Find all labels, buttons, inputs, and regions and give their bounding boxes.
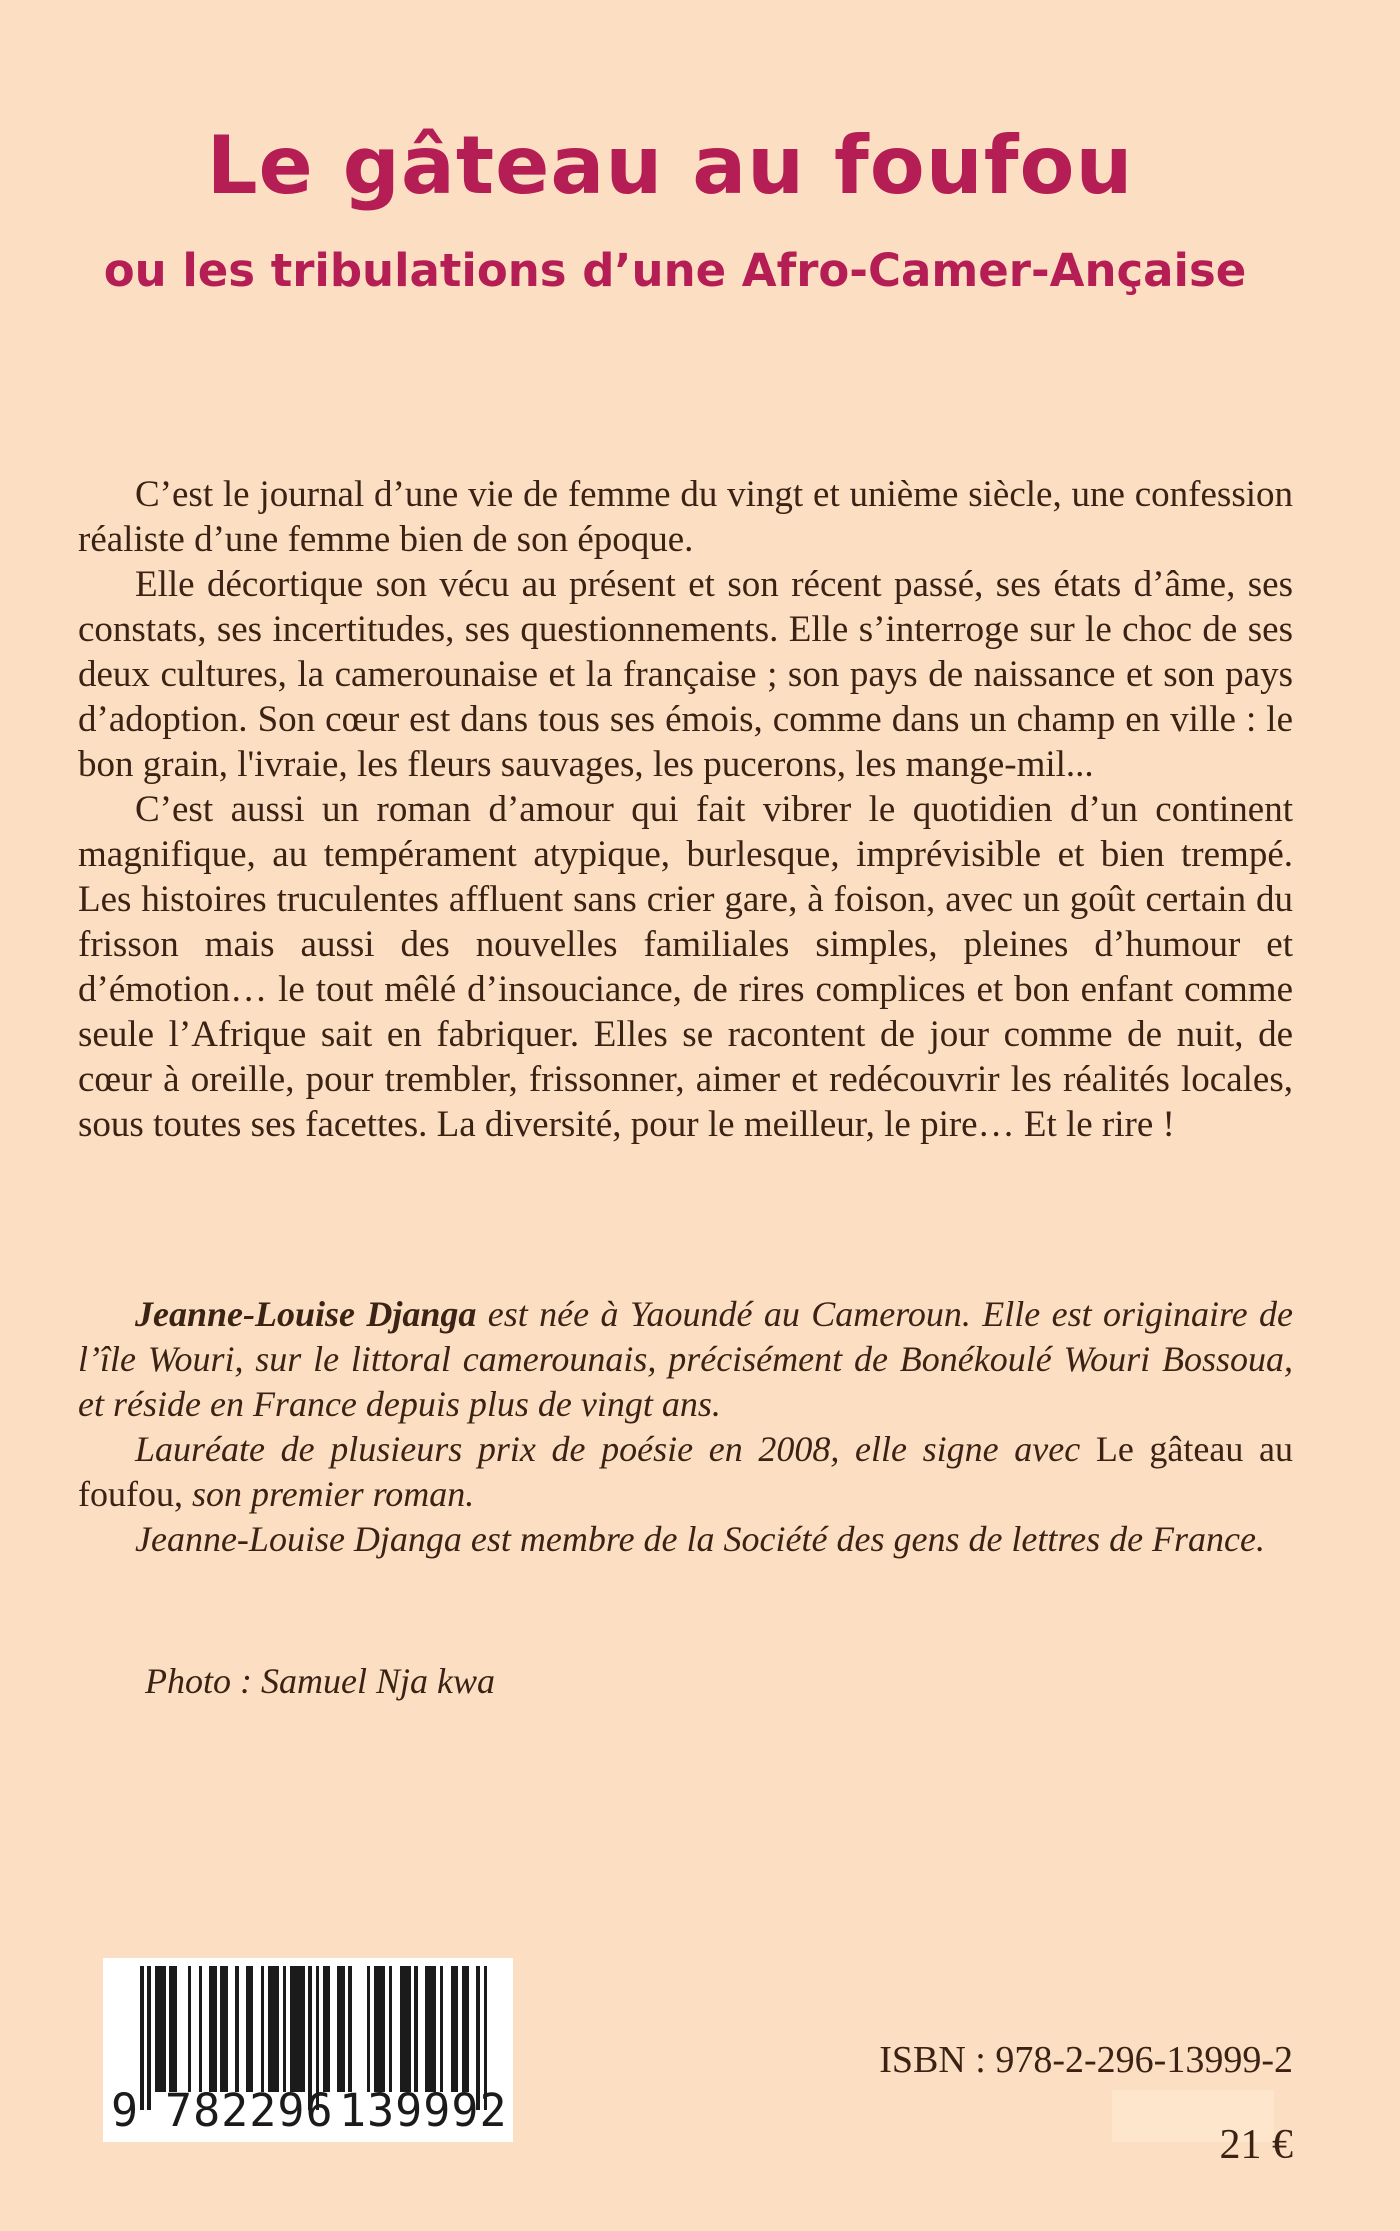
back-cover-blurb xyxy=(78,472,1293,1147)
price-label: 21 € xyxy=(1219,2122,1293,2168)
bio-paragraph: Jeanne-Louise Djanga est née à Yaoundé au Cameroun. Elle est originaire de l’île Wouri, sur le littoral camerounais, précisément de Bonékoulé Wouri Bossoua, et réside en France depuis plus de vingt ans. xyxy=(78,1294,1293,1424)
author-bio xyxy=(78,1292,1293,1562)
bio-paragraph: Jeanne-Louise Djanga est membre de la Société des gens de lettres de France. xyxy=(135,1519,1266,1559)
barcode-left-group: 782296 xyxy=(165,2084,334,2137)
photo-credit: Photo : Samuel Nja kwa xyxy=(145,1661,495,1701)
book-title-mention: Le gâteau au foufou, xyxy=(78,1429,1293,1514)
barcode-right-group: 139992 xyxy=(339,2084,508,2137)
blurb-paragraph: Elle décortique son vécu au présent et son récent passé, ses états d’âme, ses constats, ses incertitudes, ses questionnements. Elle s’interroge sur le choc de ses deux cultures, la camerounaise et la française ; son pays de naissance et son pays d’adoption. Son cœur est dans tous ses émois, comme dans un champ en ville : le bon grain, l'ivraie, les fleurs sauvages, les pucerons, les mange-mil... xyxy=(78,564,1293,785)
isbn-label: ISBN : 978-2-296-13999-2 xyxy=(879,2039,1293,2081)
author-name: Jeanne-Louise Djanga xyxy=(135,1294,477,1334)
book-title: Le gâteau au foufou xyxy=(206,119,1134,212)
book-subtitle: ou les tribulations d’une Afro-Camer-Ançaise xyxy=(103,244,1247,297)
barcode-lead-digit: 9 xyxy=(111,2084,140,2137)
blurb-paragraph: C’est aussi un roman d’amour qui fait vibrer le quotidien d’un continent magnifique, au tempérament atypique, burlesque, imprévisible et bien trempé. Les histoires truculentes affluent sans crier gare, à foison, avec un goût certain du frisson mais aussi des nouvelles familiales simples, pleines d’humour et d’émotion… le tout mêlé d’insouciance, de rires complices et bon enfant comme seule l’Afrique sait en fabriquer. Elles se racontent de jour comme de nuit, de cœur à oreille, pour trembler, frissonner, aimer et redécouvrir les réalités locales, sous toutes ses facettes. La diversité, pour le meilleur, le pire… Et le rire ! xyxy=(78,789,1293,1145)
blurb-paragraph: C’est le journal d’une vie de femme du vingt et unième siècle, une confession réaliste d’une femme bien de son époque. xyxy=(78,474,1293,560)
barcode xyxy=(103,1958,513,2142)
barcode-number xyxy=(103,2084,513,2138)
bio-paragraph: Lauréate de plusieurs prix de poésie en 2008, elle signe avec Le gâteau au foufou, son premier roman. xyxy=(78,1429,1293,1514)
